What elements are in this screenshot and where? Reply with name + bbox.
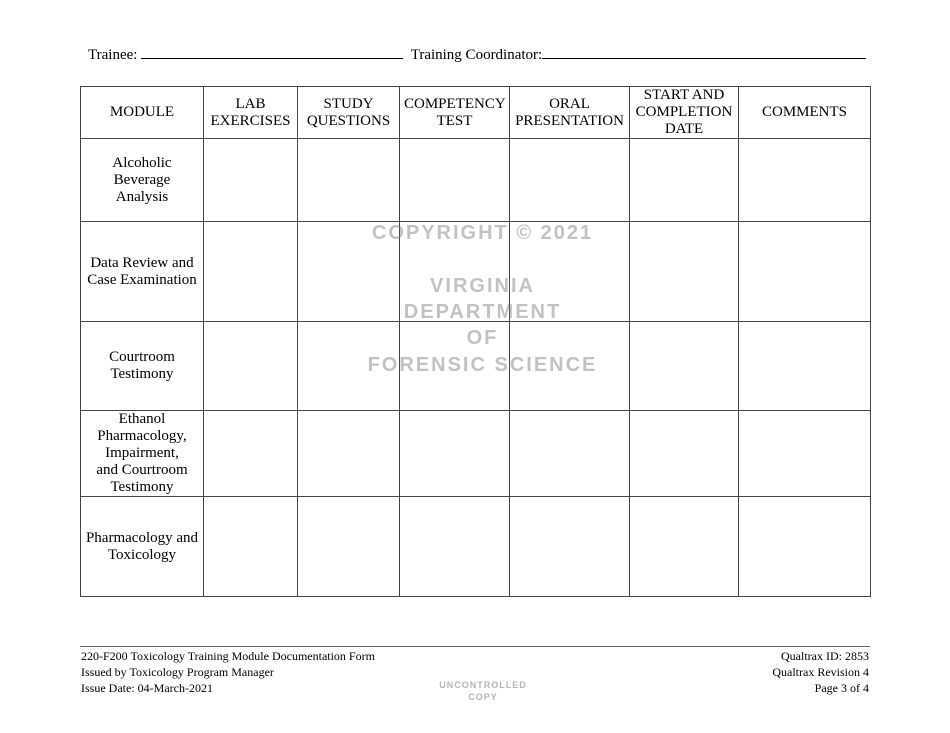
table-cell[interactable] — [739, 139, 871, 222]
column-header-oral-presentation: ORAL PRESENTATION — [510, 87, 630, 139]
table-cell[interactable] — [510, 222, 630, 322]
table-cell[interactable] — [739, 497, 871, 597]
table-header-row — [81, 87, 871, 139]
module-name: Ethanol Pharmacology, Impairment, and Courtroom Testimony — [81, 411, 204, 497]
table-cell[interactable] — [630, 139, 739, 222]
form-title: 220-F200 Toxicology Training Module Documentation Form — [81, 649, 375, 663]
footer-right — [772, 648, 869, 696]
module-name: Data Review and Case Examination — [81, 222, 204, 322]
table-cell[interactable] — [298, 411, 400, 497]
table-cell[interactable] — [739, 222, 871, 322]
table-row — [81, 411, 871, 497]
coordinator-blank[interactable] — [542, 44, 866, 59]
table-cell[interactable] — [510, 411, 630, 497]
table-cell[interactable] — [298, 322, 400, 411]
table-row — [81, 139, 871, 222]
table-cell[interactable] — [630, 322, 739, 411]
table-row — [81, 497, 871, 597]
table-cell[interactable] — [204, 139, 298, 222]
column-header-lab-exercises: LAB EXERCISES — [204, 87, 298, 139]
table-cell[interactable] — [204, 222, 298, 322]
table-row — [81, 322, 871, 411]
module-name: Pharmacology and Toxicology — [81, 497, 204, 597]
table-cell[interactable] — [510, 322, 630, 411]
watermark-line-3: DEPARTMENT — [403, 301, 562, 323]
trainee-blank[interactable] — [141, 44, 403, 59]
table-cell[interactable] — [400, 222, 510, 322]
column-header-study-questions: STUDY QUESTIONS — [298, 87, 400, 139]
page-number: Page 3 of 4 — [814, 681, 869, 695]
qualtrax-id: Qualtrax ID: 2853 — [781, 649, 869, 663]
table-row — [81, 222, 871, 322]
watermark-line-1: COPYRIGHT © 2021 — [371, 222, 594, 244]
table-cell[interactable] — [298, 497, 400, 597]
watermark-line-4: OF — [466, 327, 499, 349]
table-cell[interactable] — [400, 322, 510, 411]
table-cell[interactable] — [400, 497, 510, 597]
table-cell[interactable] — [510, 497, 630, 597]
column-header-start-completion-date: START AND COMPLETION DATE — [630, 87, 739, 139]
table-cell[interactable] — [739, 411, 871, 497]
table-cell[interactable] — [298, 139, 400, 222]
table-cell[interactable] — [630, 497, 739, 597]
coordinator-label: Training Coordinator: — [410, 47, 543, 63]
table-cell[interactable] — [630, 222, 739, 322]
table-cell[interactable] — [400, 139, 510, 222]
module-name: Courtroom Testimony — [81, 322, 204, 411]
table-cell[interactable] — [630, 411, 739, 497]
uncontrolled-copy-stamp — [425, 679, 541, 703]
module-name: Alcoholic Beverage Analysis — [81, 139, 204, 222]
issued-by: Issued by Toxicology Program Manager — [81, 665, 274, 679]
uncontrolled-line-1: UNCONTROLLED — [439, 680, 527, 690]
qualtrax-revision: Qualtrax Revision 4 — [772, 665, 869, 679]
table-cell[interactable] — [739, 322, 871, 411]
table-cell[interactable] — [400, 411, 510, 497]
footer-divider — [80, 646, 870, 647]
watermark-line-5: FORENSIC SCIENCE — [367, 354, 598, 376]
column-header-competency-test: COMPETENCY TEST — [400, 87, 510, 139]
trainee-label: Trainee: — [88, 47, 138, 63]
table-cell[interactable] — [204, 322, 298, 411]
uncontrolled-line-2: COPY — [468, 692, 498, 702]
table-cell[interactable] — [510, 139, 630, 222]
signature-header — [88, 44, 858, 64]
table-cell[interactable] — [204, 497, 298, 597]
table-cell[interactable] — [298, 222, 400, 322]
table-cell[interactable] — [204, 411, 298, 497]
watermark-line-2: VIRGINIA — [430, 275, 535, 297]
column-header-comments: COMMENTS — [739, 87, 871, 139]
issue-date: Issue Date: 04-March-2021 — [81, 681, 213, 695]
footer-left — [81, 648, 375, 696]
column-header-module: MODULE — [81, 87, 204, 139]
module-table — [80, 86, 871, 597]
